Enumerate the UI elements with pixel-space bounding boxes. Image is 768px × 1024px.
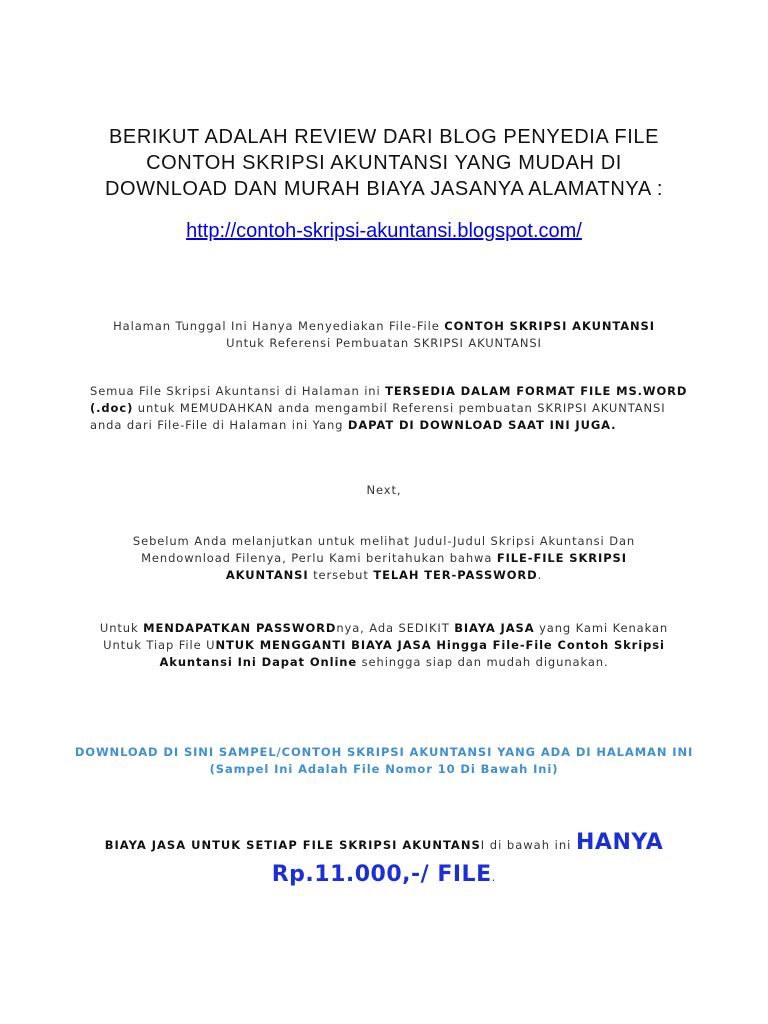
- fee-text-4: sehingga siap dan mudah digunakan.: [357, 655, 609, 669]
- password-text-3: .: [537, 568, 543, 582]
- format-bold-2: DAPAT DI DOWNLOAD SAAT INI JUGA.: [347, 418, 617, 432]
- page-heading: [60, 124, 708, 202]
- heading-line-3: DOWNLOAD DAN MURAH BIAYA JASANYA ALAMATNYA :: [104, 178, 663, 200]
- price-paragraph: [60, 828, 708, 892]
- price-amount: HANYA Rp.11.000,-/ FILE: [271, 830, 664, 887]
- password-bold-2: TELAH TER-PASSWORD: [373, 568, 538, 582]
- password-text-2: tersebut: [308, 568, 374, 582]
- password-paragraph: [100, 533, 668, 584]
- intro-text: Halaman Tunggal Ini Hanya Menyediakan File-File: [113, 319, 445, 333]
- fee-bold-3: NTUK MENGGANTI BIAYA JASA Hingga File-File Contoh Skripsi Akuntansi Ini Dapat Online: [159, 638, 665, 669]
- heading-line-2: CONTOH SKRIPSI AKUNTANSI YANG MUDAH DI: [146, 152, 622, 174]
- intro-text-2: Untuk Referensi Pembuatan SKRIPSI AKUNTANSI: [226, 336, 542, 350]
- fee-text: Untuk: [99, 621, 144, 635]
- price-text: I di bawah ini: [480, 838, 577, 852]
- format-text-2: untuk MEMUDAHKAN anda mengambil Referensi pembuatan SKRIPSI AKUNTANSI anda dari File-File di Halaman ini Yang: [90, 401, 666, 432]
- intro-bold: CONTOH SKRIPSI AKUNTANSI: [444, 319, 655, 333]
- price-bold: BIAYA JASA UNTUK SETIAP FILE SKRIPSI AKUNTANS: [104, 838, 481, 852]
- format-text: Semua File Skripsi Akuntansi di Halaman ini: [90, 384, 386, 398]
- fee-text-3: yang Kami Kenakan Untuk Tiap File U: [103, 621, 669, 652]
- format-paragraph: [90, 383, 690, 434]
- blog-link[interactable]: http://contoh-skripsi-akuntansi.blogspot.com/: [186, 220, 582, 242]
- next-text: Next,: [366, 483, 402, 497]
- format-bold: TERSEDIA DALAM FORMAT FILE MS.WORD (.doc): [90, 384, 688, 415]
- heading-line-1: BERIKUT ADALAH REVIEW DARI BLOG PENYEDIA FILE: [108, 126, 660, 148]
- fee-bold: MENDAPATKAN PASSWORD: [143, 621, 337, 635]
- fee-bold-2: BIAYA JASA: [454, 621, 535, 635]
- fee-text-2: nya, Ada SEDIKIT: [336, 621, 455, 635]
- intro-paragraph: [60, 318, 708, 352]
- price-dot: .: [491, 870, 497, 884]
- fee-paragraph: [80, 620, 688, 671]
- download-sample-link[interactable]: DOWNLOAD DI SINI SAMPEL/CONTOH SKRIPSI AKUNTANSI YANG ADA DI HALAMAN INI (Sampel Ini Adalah File Nomor 10 Di Bawah Ini): [74, 745, 694, 776]
- password-text: Sebelum Anda melanjutkan untuk melihat Judul-Judul Skripsi Akuntansi Dan Mendownload Filenya, Perlu Kami beritahukan bahwa: [132, 534, 636, 565]
- password-bold: FILE-FILE SKRIPSI AKUNTANSI: [225, 551, 627, 582]
